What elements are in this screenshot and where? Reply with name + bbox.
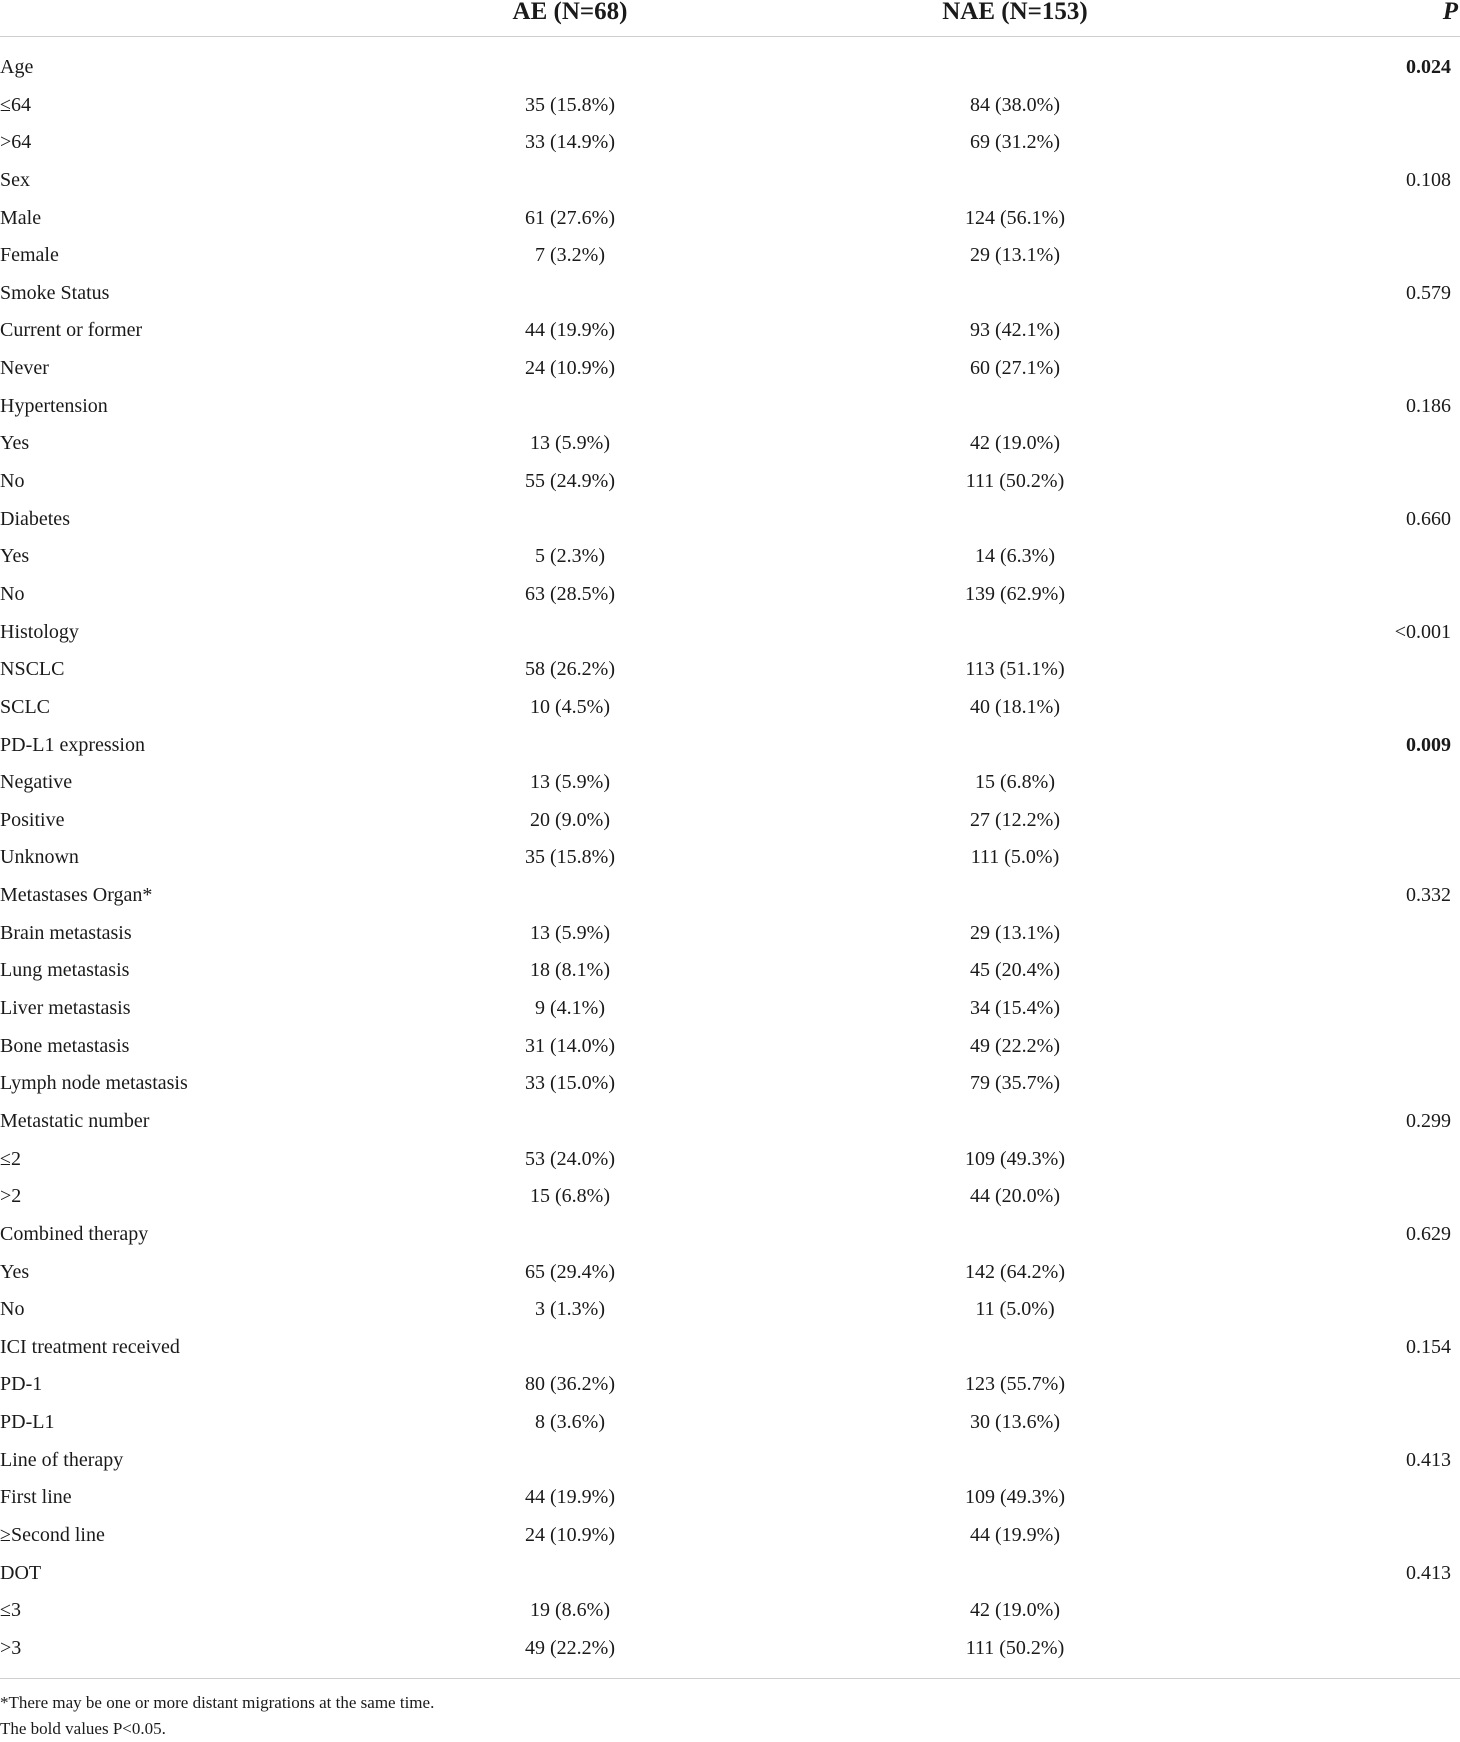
row-nae-value: 124 (56.1%)	[965, 206, 1065, 229]
row-p-value: 0.154	[1406, 1335, 1451, 1358]
row-ae-value: 9 (4.1%)	[535, 997, 605, 1020]
row-label: Female	[0, 244, 59, 267]
row-nae-value: 111 (50.2%)	[965, 470, 1065, 493]
table-row	[0, 839, 1460, 877]
row-nae-value: 40 (18.1%)	[970, 695, 1060, 718]
table-row	[0, 1517, 1460, 1555]
row-nae-value: 34 (15.4%)	[970, 997, 1060, 1020]
table-row	[0, 1630, 1460, 1668]
row-p-value: 0.009	[1406, 733, 1451, 756]
table-row	[0, 802, 1460, 840]
row-nae-value: 44 (19.9%)	[970, 1523, 1060, 1546]
row-nae-value: 30 (13.6%)	[970, 1411, 1060, 1434]
row-nae-value: 79 (35.7%)	[970, 1072, 1060, 1095]
table-row	[0, 990, 1460, 1028]
table-row	[0, 877, 1460, 915]
row-label: Histology	[0, 620, 79, 643]
row-label: Lymph node metastasis	[0, 1072, 188, 1095]
row-label: DOT	[0, 1561, 42, 1584]
row-ae-value: 10 (4.5%)	[530, 695, 610, 718]
row-ae-value: 33 (15.0%)	[525, 1072, 615, 1095]
table-row	[0, 162, 1460, 200]
row-ae-value: 15 (6.8%)	[530, 1185, 610, 1208]
table-row	[0, 1254, 1460, 1292]
table-row	[0, 1442, 1460, 1480]
row-nae-value: 139 (62.9%)	[965, 582, 1065, 605]
table-row	[0, 1404, 1460, 1442]
row-p-value: 0.413	[1406, 1448, 1451, 1471]
row-label: Positive	[0, 808, 65, 831]
row-nae-value: 111 (5.0%)	[970, 846, 1060, 869]
row-nae-value: 42 (19.0%)	[970, 432, 1060, 455]
row-ae-value: 61 (27.6%)	[525, 206, 615, 229]
row-label: ICI treatment received	[0, 1335, 180, 1358]
row-nae-value: 93 (42.1%)	[970, 319, 1060, 342]
row-nae-value: 60 (27.1%)	[970, 357, 1060, 380]
row-label: PD-L1	[0, 1411, 55, 1434]
table-row	[0, 463, 1460, 501]
row-ae-value: 35 (15.8%)	[525, 846, 615, 869]
row-label: PD-L1 expression	[0, 733, 145, 756]
footnote-asterisk: *There may be one or more distant migrations at the same time.	[0, 1693, 435, 1712]
row-label: Metastatic number	[0, 1109, 150, 1132]
row-ae-value: 58 (26.2%)	[525, 658, 615, 681]
row-label: Never	[0, 357, 49, 380]
row-nae-value: 109 (49.3%)	[965, 1147, 1065, 1170]
row-nae-value: 15 (6.8%)	[975, 771, 1055, 794]
row-label: Yes	[0, 432, 30, 455]
table-row	[0, 764, 1460, 802]
row-ae-value: 44 (19.9%)	[525, 1486, 615, 1509]
table-row	[0, 237, 1460, 275]
row-nae-value: 123 (55.7%)	[965, 1373, 1065, 1396]
row-p-value: 0.024	[1406, 56, 1451, 78]
row-ae-value: 31 (14.0%)	[525, 1034, 615, 1057]
row-ae-value: 20 (9.0%)	[530, 808, 610, 831]
row-ae-value: 7 (3.2%)	[535, 244, 605, 267]
row-label: ≤2	[0, 1147, 21, 1170]
row-label: Smoke Status	[0, 281, 110, 304]
table-row	[0, 727, 1460, 765]
table-row	[0, 49, 1460, 87]
table-row	[0, 350, 1460, 388]
row-label: No	[0, 582, 25, 605]
row-label: Metastases Organ*	[0, 884, 153, 907]
row-p-value: 0.660	[1406, 507, 1451, 530]
row-label: Current or former	[0, 319, 143, 342]
row-ae-value: 35 (15.8%)	[525, 93, 615, 116]
row-ae-value: 5 (2.3%)	[535, 545, 605, 568]
table-row	[0, 1103, 1460, 1141]
row-nae-value: 11 (5.0%)	[975, 1298, 1055, 1321]
row-nae-value: 44 (20.0%)	[970, 1185, 1060, 1208]
header-nae: NAE (N=153)	[942, 0, 1088, 25]
table-row	[0, 87, 1460, 125]
row-ae-value: 80 (36.2%)	[525, 1373, 615, 1396]
row-label: ≤64	[0, 93, 31, 116]
row-label: First line	[0, 1486, 72, 1509]
table-row	[0, 1291, 1460, 1329]
header-p: P	[1442, 0, 1458, 25]
row-label: No	[0, 470, 25, 493]
row-ae-value: 13 (5.9%)	[530, 771, 610, 794]
table-row	[0, 1366, 1460, 1404]
row-ae-value: 49 (22.2%)	[525, 1636, 615, 1659]
table-header	[0, 0, 1460, 37]
table-row	[0, 200, 1460, 238]
table-row	[0, 689, 1460, 727]
row-ae-value: 8 (3.6%)	[535, 1411, 605, 1434]
row-p-value: 0.579	[1406, 281, 1451, 304]
row-label: Age	[0, 56, 34, 78]
row-label: Liver metastasis	[0, 997, 131, 1020]
row-label: Diabetes	[0, 507, 70, 530]
table-row	[0, 1592, 1460, 1630]
table-row	[0, 1178, 1460, 1216]
row-ae-value: 65 (29.4%)	[525, 1260, 615, 1283]
table-row	[0, 312, 1460, 350]
row-label: NSCLC	[0, 658, 65, 681]
row-ae-value: 24 (10.9%)	[525, 1523, 615, 1546]
table-row	[0, 425, 1460, 463]
table-row	[0, 1141, 1460, 1179]
table-row	[0, 952, 1460, 990]
row-label: Yes	[0, 1260, 30, 1283]
row-label: Hypertension	[0, 394, 108, 417]
table-row	[0, 1329, 1460, 1367]
table-row	[0, 1028, 1460, 1066]
row-ae-value: 18 (8.1%)	[530, 959, 610, 982]
row-ae-value: 24 (10.9%)	[525, 357, 615, 380]
row-label: Male	[0, 206, 42, 229]
header-ae: AE (N=68)	[512, 0, 628, 25]
row-nae-value: 14 (6.3%)	[975, 545, 1055, 568]
table-bottom-rule	[0, 1678, 1460, 1679]
row-label: Negative	[0, 771, 73, 794]
row-ae-value: 63 (28.5%)	[525, 582, 615, 605]
row-nae-value: 29 (13.1%)	[970, 244, 1060, 267]
row-ae-value: 55 (24.9%)	[525, 470, 615, 493]
row-nae-value: 111 (50.2%)	[965, 1636, 1065, 1659]
row-nae-value: 49 (22.2%)	[970, 1034, 1060, 1057]
row-label: Lung metastasis	[0, 959, 130, 982]
row-label: Line of therapy	[0, 1448, 124, 1471]
row-label: ≤3	[0, 1599, 21, 1622]
row-p-value: <0.001	[1394, 620, 1451, 643]
table-row	[0, 275, 1460, 313]
row-p-value: 0.108	[1406, 168, 1451, 191]
row-p-value: 0.413	[1406, 1561, 1451, 1584]
row-ae-value: 3 (1.3%)	[535, 1298, 605, 1321]
row-ae-value: 44 (19.9%)	[525, 319, 615, 342]
row-label: >2	[0, 1185, 22, 1208]
row-label: Combined therapy	[0, 1222, 149, 1245]
table-row	[0, 1065, 1460, 1103]
row-label: >64	[0, 131, 32, 154]
row-p-value: 0.299	[1406, 1109, 1451, 1132]
table-row	[0, 501, 1460, 539]
row-ae-value: 13 (5.9%)	[530, 432, 610, 455]
row-ae-value: 53 (24.0%)	[525, 1147, 615, 1170]
row-nae-value: 27 (12.2%)	[970, 808, 1060, 831]
footnotes	[0, 1690, 434, 1742]
table-row	[0, 1555, 1460, 1593]
table-row	[0, 538, 1460, 576]
row-ae-value: 19 (8.6%)	[530, 1599, 610, 1622]
row-nae-value: 109 (49.3%)	[965, 1486, 1065, 1509]
table-row	[0, 388, 1460, 426]
row-nae-value: 69 (31.2%)	[970, 131, 1060, 154]
row-ae-value: 13 (5.9%)	[530, 921, 610, 944]
table-row	[0, 651, 1460, 689]
row-label: SCLC	[0, 695, 51, 718]
row-label: Yes	[0, 545, 30, 568]
row-label: Unknown	[0, 846, 79, 869]
table-row	[0, 915, 1460, 953]
row-nae-value: 142 (64.2%)	[965, 1260, 1065, 1283]
row-label: Sex	[0, 168, 30, 191]
footnote-bold: The bold values P<0.05.	[0, 1719, 166, 1738]
row-label: Brain metastasis	[0, 921, 132, 944]
row-nae-value: 113 (51.1%)	[965, 658, 1065, 681]
row-nae-value: 42 (19.0%)	[970, 1599, 1060, 1622]
table-row	[0, 576, 1460, 614]
row-nae-value: 84 (38.0%)	[970, 93, 1060, 116]
table-row	[0, 124, 1460, 162]
table-row	[0, 1216, 1460, 1254]
row-p-value: 0.332	[1406, 884, 1451, 907]
row-nae-value: 29 (13.1%)	[970, 921, 1060, 944]
row-ae-value: 33 (14.9%)	[525, 131, 615, 154]
row-nae-value: 45 (20.4%)	[970, 959, 1060, 982]
table-row	[0, 1479, 1460, 1517]
table-body	[0, 49, 1460, 1668]
row-label: ≥Second line	[0, 1523, 105, 1546]
row-label: PD-1	[0, 1373, 43, 1396]
row-label: No	[0, 1298, 25, 1321]
table-row	[0, 614, 1460, 652]
row-label: Bone metastasis	[0, 1034, 130, 1057]
row-p-value: 0.629	[1406, 1222, 1451, 1245]
row-p-value: 0.186	[1406, 394, 1451, 417]
row-label: >3	[0, 1636, 22, 1659]
